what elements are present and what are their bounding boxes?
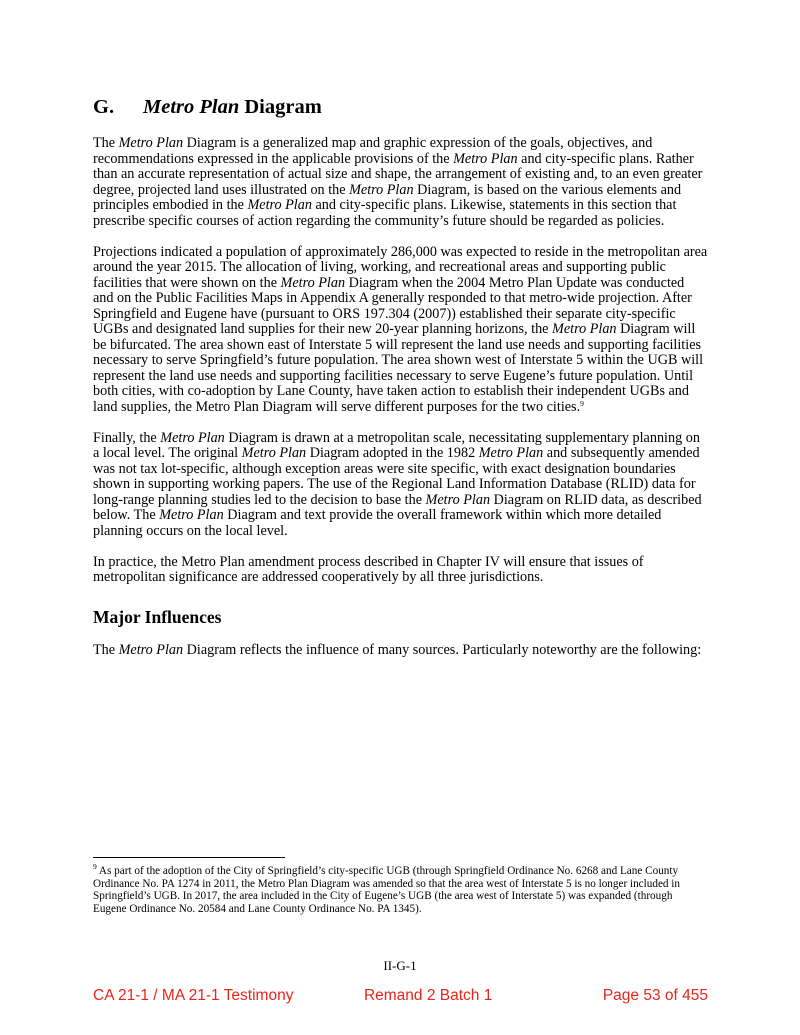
italic-run: Metro Plan xyxy=(241,445,307,461)
italic-run: Metro Plan xyxy=(280,274,346,291)
footnote-marker: 9 xyxy=(580,398,584,408)
text-run: Projections indicated a population of approximately 286,000 was expected to reside in the metropolitan area around the year 2015. The allocation of living, working, and recreational areas and supporting public facilities that were shown on the xyxy=(93,243,708,291)
text-run: Diagram is drawn at a metropolitan scale, necessitating supplementary planning on a local level. The original xyxy=(93,429,700,461)
italic-run: Metro Plan xyxy=(160,429,225,446)
italic-run: Metro Plan xyxy=(453,150,518,167)
page-number: II-G-1 xyxy=(383,958,417,973)
italic-run: Metro Plan xyxy=(552,321,617,337)
text-run: As part of the adoption of the City of Springfield’s city-specific UGB (through Springfield Ordinance No. 6268 and Lane County Ordinance No. PA 1274 in 2011, the Metro Plan Diagram was amended so that the area west of Interstate 5 is no longer included in Springfield’s UGB. In 2017, the area included in the City of Eugene’s UGB (the area west of Interstate 5) was expanded (through Eugene Ordinance No. 20584 and Lane County Ordinance No. PA 1345). xyxy=(93,865,680,915)
text-run: Diagram will be bifurcated. The area shown east of Interstate 5 will represent the land use needs and supporting facilities necessary to serve Springfield’s future population. The area shown west of Interstate 5 within the UGB will represent the land use needs and supporting facilities necessary to serve Eugene’s future population. Until both cities, with co-adoption by Lane County, have taken action to establish their independent UGBs and land supplies, the Metro Plan Diagram will serve different purposes for the two cities. xyxy=(93,321,704,415)
text-run: The xyxy=(93,135,119,151)
paragraph-5 xyxy=(93,643,708,659)
text-run: Diagram, is based on the various elements and principles embodied in the xyxy=(93,181,682,213)
italic-run: Metro Plan xyxy=(159,507,224,523)
testimony-stamp xyxy=(93,987,708,1005)
stamp-page-count: Page 53 of 455 xyxy=(602,987,708,1004)
text-run: In practice, the Metro Plan amendment process described in Chapter IV will ensure that issues of metropolitan significance are addressed cooperatively by all three jurisdictions. xyxy=(93,553,644,585)
stamp-case-id: CA 21-1 / MA 21-1 Testimony xyxy=(93,987,294,1004)
italic-run: Metro Plan xyxy=(247,197,312,213)
text-run: Diagram is a generalized map and graphic expression of the goals, objectives, and recommendations expressed in the applicable provisions of the xyxy=(93,135,653,167)
text-run: Diagram when the 2004 Metro Plan Update was conducted and on the Public Facilities Maps in Appendix A generally responded to that metro-wide projection. After Springfield and Eugene have (pursuant to ORS 197.304 (2007)) established their separate city-specific UGBs and designated land supplies for their new 20-year planning horizons, the xyxy=(93,274,692,337)
text-run: Finally, the xyxy=(93,429,161,446)
text-run: and city-specific plans. Rather than an accurate representation of actual size and shape, the arrangement of existing and, to an even greater degree, projected land uses illustrated on the xyxy=(93,150,703,198)
text-run: and subsequently amended was not tax lot-specific, although exception areas were site specific, with exact designation boundaries shown in supporting working papers. The use of the Regional Land Information Database (RLID) data for long-range planning studies led to the decision to base the xyxy=(93,445,700,508)
paragraph-2 xyxy=(93,245,708,416)
section-letter: G. xyxy=(93,96,115,118)
stamp-batch: Remand 2 Batch 1 xyxy=(363,987,493,1004)
italic-run: Metro Plan xyxy=(118,641,184,658)
footnote-divider xyxy=(93,857,285,858)
paragraph-4 xyxy=(93,555,708,586)
text-run: Diagram adopted in the 1982 xyxy=(306,445,479,461)
text-run: Diagram on RLID data, as described below. The xyxy=(93,491,702,523)
text-run: Diagram and text provide the overall framework within which more detailed planning occurs on the local level. xyxy=(93,507,662,539)
section-title-italic: Metro Plan xyxy=(143,96,240,118)
paragraph-1 xyxy=(93,136,708,229)
italic-run: Metro Plan xyxy=(425,491,491,508)
page-content xyxy=(93,94,708,674)
section-heading xyxy=(93,94,708,120)
footnote xyxy=(93,862,708,915)
text-run: Diagram reflects the influence of many sources. Particularly noteworthy are the following: xyxy=(183,641,702,658)
section-title-rest: Diagram xyxy=(239,96,322,118)
italic-run: Metro Plan xyxy=(118,135,184,151)
italic-run: Metro Plan xyxy=(349,181,414,198)
paragraph-3 xyxy=(93,431,708,540)
text-run: The xyxy=(93,641,119,658)
footnote-marker: 9 xyxy=(93,862,97,871)
text-run: and city-specific plans. Likewise, statements in this section that prescribe specific courses of action regarding the community’s future should be regarded as policies. xyxy=(93,197,677,229)
italic-run: Metro Plan xyxy=(478,445,544,461)
subheading-major-influences: Major Influences xyxy=(93,606,222,627)
